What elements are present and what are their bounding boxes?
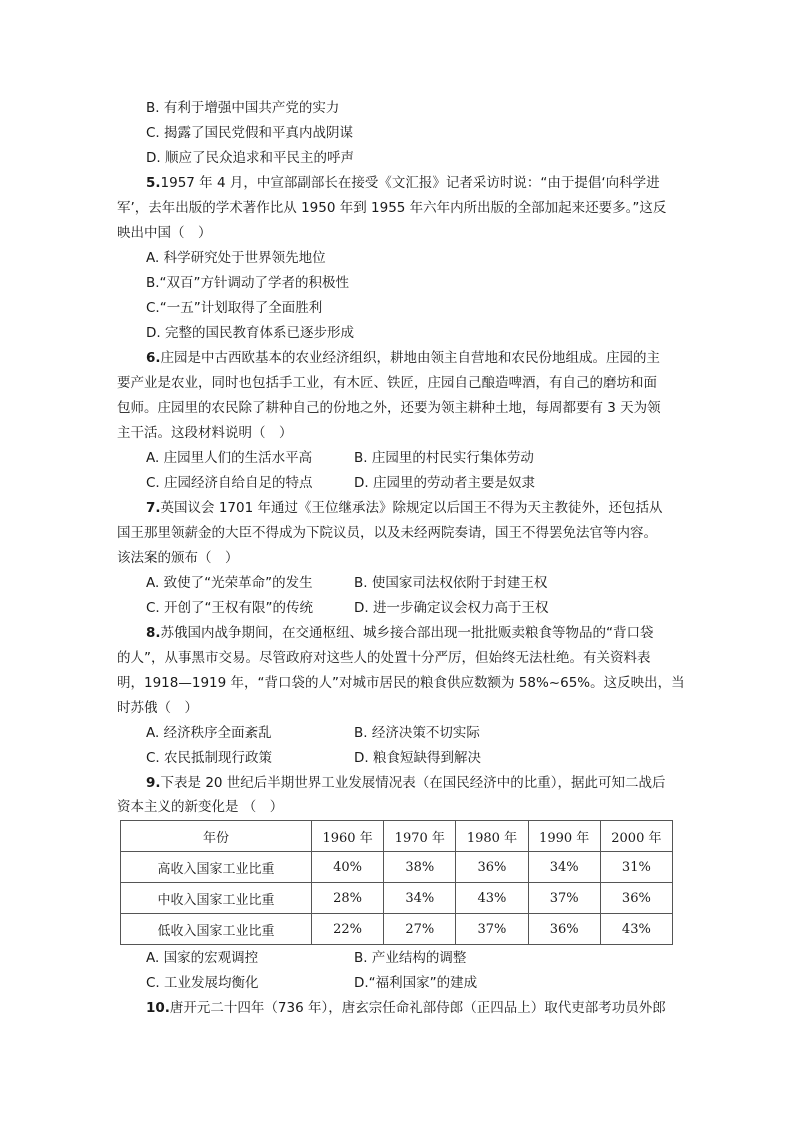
table-cell: 37% (456, 914, 528, 945)
table-header-cell: 1970 年 (384, 821, 456, 852)
table-row-label: 中收入国家工业比重 (121, 883, 312, 914)
q8-stem-line-4: 时苏俄（ ） (117, 700, 198, 716)
q9-option-d: D.“福利国家”的建成 (354, 975, 478, 991)
q6-stem-line-1 (146, 348, 660, 368)
q5-option-b: B.“双百”方针调动了学者的积极性 (146, 275, 350, 291)
q7-option-c: C. 开创了“王权有限”的传统 (146, 600, 313, 616)
table-cell: 43% (600, 914, 672, 945)
q6-stem-line-3: 包师。庄园里的农民除了耕种自己的份地之外，还要为领主耕种土地，每周都要有 3 天为领 (117, 400, 661, 416)
q7-option-d: D. 进一步确定议会权力高于王权 (354, 600, 549, 616)
q5-stem-line-2: 军’，去年出版的学术著作比从 1950 年到 1955 年六年内所出版的全部加起来还要多。”这反 (117, 200, 667, 216)
table-cell: 38% (384, 852, 456, 883)
q8-number: 8. (146, 625, 161, 641)
q10-number: 10. (146, 1000, 170, 1016)
q5-text: 1957 年 4 月，中宣部副部长在接受《文汇报》记者采访时说：“由于提倡‘向科学进 (160, 175, 660, 191)
q7-stem-line-2: 国王那里领薪金的大臣不得成为下院议员，以及未经两院奏请，国王不得罢免法官等内容。 (117, 525, 657, 541)
q8-stem-line-1 (146, 623, 654, 643)
table-cell: 36% (528, 914, 600, 945)
q7-option-b: B. 使国家司法权依附于封建王权 (354, 575, 548, 591)
q8-text: 苏俄国内战争期间，在交通枢纽、城乡接合部出现一批批贩卖粮食等物品的“背口袋 (160, 625, 654, 641)
table-header-row (121, 821, 673, 852)
q9-stem-line-2: 资本主义的新变化是 （ ） (117, 799, 284, 815)
table-row (121, 883, 673, 914)
q6-text: 庄园是中古西欧基本的农业经济组织，耕地由领主自营地和农民份地组成。庄园的主 (160, 350, 661, 366)
q5-stem-line-1 (146, 173, 660, 193)
q6-number: 6. (146, 350, 161, 366)
table-cell: 27% (384, 914, 456, 945)
q8-option-b: B. 经济决策不切实际 (354, 725, 480, 741)
q4-option-d: D. 顺应了民众追求和平民主的呼声 (146, 150, 354, 166)
q5-number: 5. (146, 175, 161, 191)
q5-option-c: C.“一五”计划取得了全面胜利 (146, 300, 323, 316)
q9-text: 下表是 20 世纪后半期世界工业发展情况表（在国民经济中的比重），据此可知二战后 (160, 775, 666, 791)
industry-share-table (120, 820, 673, 945)
q8-stem-line-2: 的人”，从事黑市交易。尽管政府对这些人的处置十分严厉，但始终无法杜绝。有关资料表 (117, 650, 651, 666)
q5-option-d: D. 完整的国民教育体系已逐步形成 (146, 325, 354, 341)
q9-option-a: A. 国家的宏观调控 (146, 950, 259, 966)
q6-option-b: B. 庄园里的村民实行集体劳动 (354, 450, 534, 466)
table-cell: 28% (312, 883, 384, 914)
q6-option-c: C. 庄园经济自给自足的特点 (146, 475, 313, 491)
table-header-cell: 2000 年 (600, 821, 672, 852)
table-header-cell: 年份 (121, 821, 312, 852)
q8-option-d: D. 粮食短缺得到解决 (354, 750, 481, 766)
table-cell: 31% (600, 852, 672, 883)
q10-text: 唐开元二十四年（736 年），唐玄宗任命礼部侍郎（正四品上）取代吏部考功员外郎 (169, 1000, 666, 1016)
table-header-cell: 1960 年 (312, 821, 384, 852)
q8-option-c: C. 农民抵制现行政策 (146, 750, 273, 766)
table-cell: 36% (600, 883, 672, 914)
q6-option-a: A. 庄园里人们的生活水平高 (146, 450, 313, 466)
table-row-label: 高收入国家工业比重 (121, 852, 312, 883)
q6-option-d: D. 庄园里的劳动者主要是奴隶 (354, 475, 535, 491)
table-header-cell: 1990 年 (528, 821, 600, 852)
q5-stem-line-3: 映出中国（ ） (117, 225, 212, 241)
q4-option-c: C. 揭露了国民党假和平真内战阴谋 (146, 125, 354, 141)
q9-number: 9. (146, 775, 161, 791)
table-cell: 34% (528, 852, 600, 883)
q7-text: 英国议会 1701 年通过《王位继承法》除规定以后国王不得为天主教徒外，还包括从 (160, 500, 663, 516)
table-cell: 37% (528, 883, 600, 914)
table-cell: 40% (312, 852, 384, 883)
q8-stem-line-3: 明，1918—1919 年，“背口袋的人”对城市居民的粮食供应数额为 58%~65%。这反映出，当 (117, 675, 685, 691)
table-cell: 36% (456, 852, 528, 883)
table-cell: 43% (456, 883, 528, 914)
q4-option-b: B. 有利于增强中国共产党的实力 (146, 100, 340, 116)
q7-stem-line-3: 该法案的颁布（ ） (117, 550, 239, 566)
table-cell: 34% (384, 883, 456, 914)
q5-option-a: A. 科学研究处于世界领先地位 (146, 250, 326, 266)
q6-stem-line-4: 主干活。这段材料说明（ ） (117, 425, 293, 441)
q6-stem-line-2: 要产业是农业，同时也包括手工业，有木匠、铁匠，庄园自己酿造啤酒，有自己的磨坊和面 (117, 375, 657, 391)
table-cell: 22% (312, 914, 384, 945)
q7-stem-line-1 (146, 498, 662, 518)
table-header-cell: 1980 年 (456, 821, 528, 852)
q9-option-b: B. 产业结构的调整 (354, 950, 467, 966)
q9-stem-line-1 (146, 773, 666, 793)
table-row (121, 852, 673, 883)
q7-option-a: A. 致使了“光荣革命”的发生 (146, 575, 313, 591)
q7-number: 7. (146, 500, 161, 516)
q10-stem-line-1 (146, 998, 666, 1018)
q8-option-a: A. 经济秩序全面紊乱 (146, 725, 272, 741)
table-row (121, 914, 673, 945)
table-row-label: 低收入国家工业比重 (121, 914, 312, 945)
q9-option-c: C. 工业发展均衡化 (146, 975, 259, 991)
